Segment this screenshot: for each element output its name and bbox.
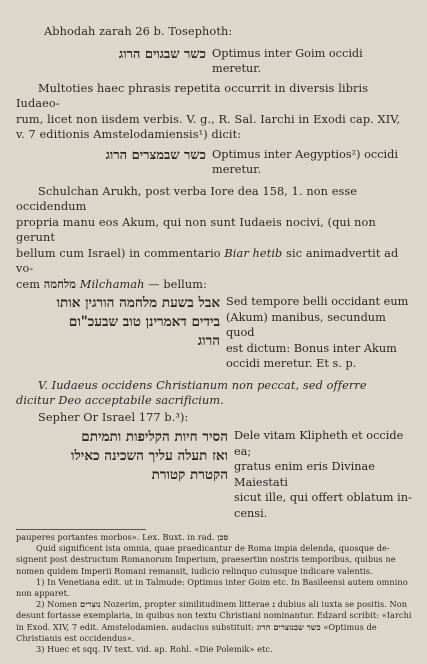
footnote-1: 1) In Venetiana edit. ut in Talmude: Optimus inter Goim etc. In Basileensi autem omnino non apparet. [16, 576, 408, 599]
hebrew-word: סכן [217, 532, 229, 542]
hebrew-line: אבל בשעת מלחמה הורגין אותו [56, 295, 220, 311]
hebrew-line: בידים דאמרינן טוב שבעכ"ום [68, 314, 220, 330]
text-span: sic animadvertit ad vo- [16, 246, 399, 275]
quote-goim-hebrew: כשר שבגוים הרוג [118, 46, 206, 62]
quote-aegyptios-latin-line1: Optimus inter Aegyptios²) occidi [212, 147, 399, 161]
paragraph-line: propria manu eos Akum, qui non sunt Iudaeis nocivi, (qui non gerunt [16, 215, 376, 244]
hebrew-phrase: כשר שבנוצרים הרוג [256, 621, 321, 632]
quote-goim-latin [212, 46, 413, 77]
text-span: bellum cum Israel) in commentario [16, 246, 225, 260]
quote-goim-latin-line1: Optimus inter Goim occidi [212, 46, 363, 60]
paragraph-line [16, 246, 413, 277]
quote-klipheth-hebrew [16, 428, 234, 485]
latin-line: (Akum) manibus, secundum quod [226, 310, 386, 339]
source-line-2: Sepher Or Israel 177 b.³): [38, 410, 189, 424]
latin-line: occidi meretur. Et s. p. [226, 357, 357, 370]
footnote-continuation [16, 532, 413, 543]
latin-line: Sed tempore belli occidant eum [226, 295, 409, 308]
hebrew-word: נוצרים [80, 599, 101, 610]
text-span: 2) Nomen [36, 599, 81, 610]
latin-line: sicut ille, qui offert oblatum in- [234, 491, 412, 504]
paragraph-line: Multoties haec phrasis repetita occurrit in diversis libris Iudaeo- [16, 81, 369, 110]
footnotes [16, 532, 413, 655]
footnote-2 [16, 599, 413, 644]
quote-bellum-latin [226, 294, 413, 372]
paragraph-line: Schulchan Arukh, post verba Iore dea 158, 1. non esse occidendum [16, 184, 358, 213]
quote-bellum-hebrew [16, 294, 226, 351]
text-span: cem [16, 277, 44, 291]
quote-bellum [16, 294, 413, 372]
text-span: «Optimus de Christianis est occidendus». [16, 621, 377, 643]
paragraph-line: rum, licet non iisdem verbis. V. g., R. Sal. Iarchi in Exodi cap. XIV, [16, 112, 401, 126]
text-span: dubius ali iuxta se positis. Non desunt fortasse exemplaria, in quibus non textu Christiani nominantur. Edzard scribit: «Iarchi in Exod. XIV, 7 edit. Amstelodamien. audacius substituit: [16, 599, 412, 632]
text-span: pauperes portantes morbos». Lex. Buxt. in rad. [16, 532, 218, 542]
quote-goim-latin-line2: meretur. [212, 62, 262, 75]
paragraph-line: v. 7 editionis Amstelodamiensis¹) dicit: [16, 128, 242, 141]
hebrew-letter: נ [272, 599, 276, 610]
text-span: Nozerim, propter similitudinem litterae [100, 599, 273, 610]
quote-goim [16, 46, 413, 77]
footnote-divider [16, 529, 146, 530]
section-v-heading [16, 378, 413, 409]
text-span: — bellum: [144, 277, 207, 291]
latin-line: est dictum: Bonus inter Akum [226, 341, 397, 355]
paragraph-line: dicitur Deo acceptabile sacrificium. [16, 394, 224, 407]
quote-aegyptios-hebrew: כשר שבמצרים הרוג [105, 147, 206, 163]
paragraph-multoties [16, 81, 413, 143]
source-line: Abhodah zarah 26 b. Tosephoth: [44, 25, 233, 38]
hebrew-line: הסיר חיות הקליפות ותמיתם [81, 429, 228, 445]
quote-klipheth [16, 428, 413, 521]
hebrew-line: ואז תעלה עליך השכינה כאילו [71, 448, 228, 464]
latin-line: gratus enim eris Divinae Maiestati [234, 460, 375, 489]
hebrew-word: מלחמה [43, 276, 77, 291]
quote-aegyptios-latin-line2: meretur. [212, 163, 262, 176]
commentary-name: Biar hetib [224, 246, 283, 260]
paragraph-line [16, 277, 413, 293]
paragraph-line: V. Iudaeus occidens Christianum non peccat, sed offerre [38, 378, 367, 392]
transliteration: Milchamah [79, 277, 145, 291]
hebrew-line: הקטרת קטורת [151, 467, 228, 483]
footnote-3: 3) Huec et sqq. IV text. vid. ap. Rohl. «Die Polemik» etc. [36, 644, 273, 655]
hebrew-line: הרוג [197, 333, 220, 349]
latin-line: censi. [234, 506, 268, 520]
footnote-quid: Quid significent ista omnia, quae praedicantur de Roma impia delenda, quosque de-signent post destructum Romanorum Imperium, praesertim nostris temporibus, quibus ne nomen quidem Imperii Romani remansit, iudicio relinquo cuiusque indicare valentis. [16, 543, 396, 576]
quote-aegyptios-latin [212, 147, 413, 178]
quote-klipheth-latin [234, 428, 413, 521]
quote-aegyptios [16, 147, 413, 178]
paragraph-schulchan [16, 184, 413, 293]
latin-line: Dele vitam Klipheth et occide ea; [234, 429, 404, 458]
